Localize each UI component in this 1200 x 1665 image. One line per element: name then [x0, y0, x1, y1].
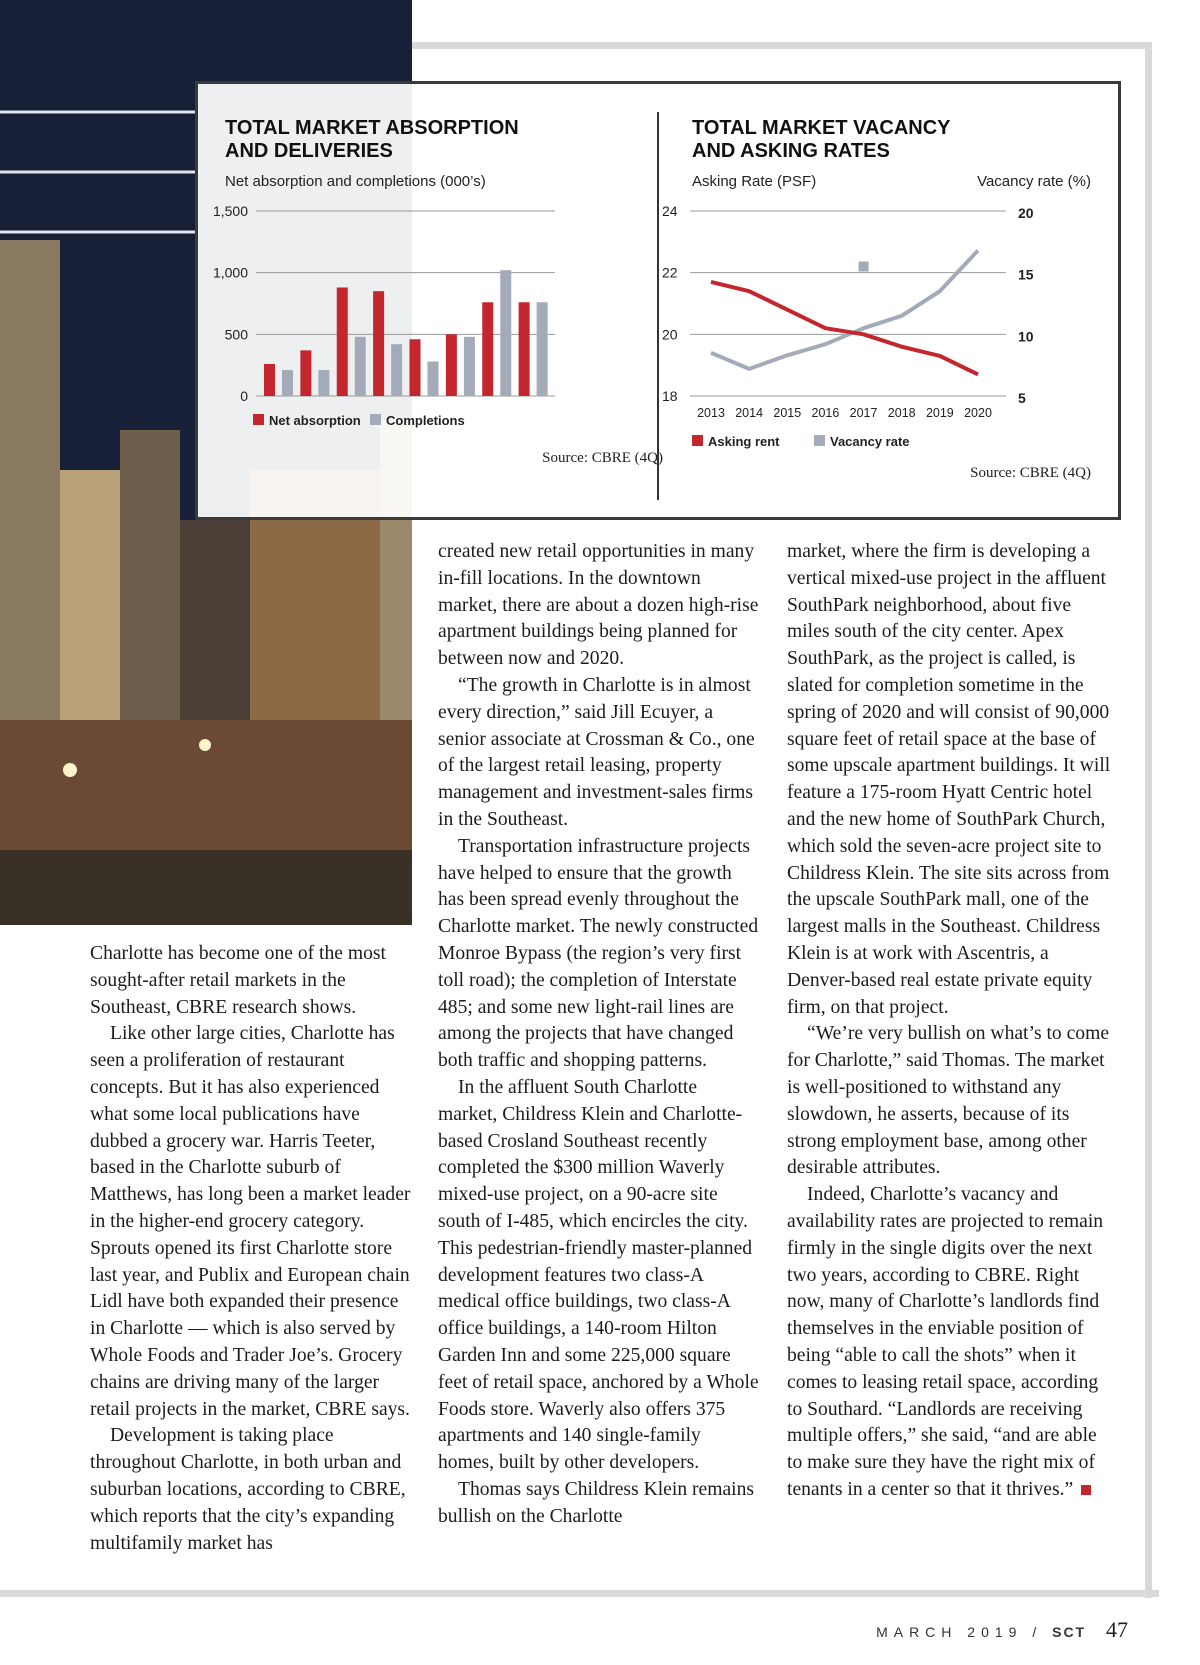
chart1-bar-net-absorption [264, 364, 275, 396]
col3-paragraph-1: market, where the firm is developing a vertical mixed-use project in the affluent SouthPark neighborhood, about five miles south of the city center. Apex SouthPark, as the project is called, is slated for completion sometime in the spring of 2020 and will consist of 90,000 square feet of retail space at the base of some upscale apartment buildings. It will feature a 175-room Hyatt Centric hotel and the new home of SouthPark Church, which sold the seven-acre project site to Childress Klein. The site sits across from the upscale SouthPark mall, one of the largest malls in the Southeast. Childress Klein is at work with Ascentris, a Denver-based real estate private equity firm, on that project. [787, 541, 1111, 1018]
chart2-right-tick-label: 10 [1018, 328, 1034, 345]
chart1-legend-swatch-completions [370, 414, 381, 425]
article-column-3 [787, 539, 1112, 1504]
chart2-legend-swatch-asking-rent [692, 435, 703, 446]
page-number: 47 [1106, 1617, 1128, 1642]
chart2-xtick-label: 2016 [811, 406, 840, 420]
charts-panel [195, 81, 1121, 520]
chart2-right-tick-label: 5 [1018, 390, 1026, 406]
chart1-bar-net-absorption [519, 302, 530, 396]
chart1-bar-net-absorption [410, 339, 421, 396]
chart1-bar-completions [537, 302, 548, 396]
chart2-left-tick-label: 18 [662, 388, 678, 404]
article-column-2 [438, 539, 760, 1530]
chart1-bar-completions [500, 270, 511, 396]
col1-paragraph-1: Charlotte has become one of the most sought-after retail markets in the Southeast, CBRE research shows. [90, 943, 387, 1018]
chart2-line-vacancy-rate [711, 250, 978, 368]
charts-svg [198, 84, 1118, 517]
chart2-legend-vacancy-rate: Vacancy rate [830, 434, 910, 449]
chart1-bar-net-absorption [446, 334, 457, 396]
chart1-ytick-label: 500 [224, 326, 248, 343]
chart1-ytick-label: 0 [240, 388, 248, 404]
chart2-xtick-label: 2020 [964, 406, 992, 420]
col2-paragraph-2: “The growth in Charlotte is in almost every direction,” said Jill Ecuyer, a senior associate at Crossman & Co., one of the largest retail leasing, property management and investment-sales firms in the Southeast. [438, 674, 755, 830]
footer-issue: MARCH 2019 [876, 1624, 1023, 1640]
col1-paragraph-3: Development is taking place throughout Charlotte, in both urban and suburban locations, according to CBRE, which reports that the city’s expanding multifamily market has [90, 1425, 406, 1554]
end-mark-icon [1081, 1485, 1091, 1495]
chart2-source: Source: CBRE (4Q) [970, 465, 1091, 481]
chart2-outlier-marker [859, 262, 869, 272]
chart2-xtick-label: 2018 [887, 406, 916, 420]
chart2-xtick-label: 2013 [697, 406, 725, 420]
col3-paragraph-2: “We’re very bullish on what’s to come for Charlotte,” said Thomas. The market is well-positioned to withstand any slowdown, he asserts, because of its strong employment base, among other desirable attributes. [787, 1023, 1110, 1179]
chart1-legend-swatch-net-absorption [253, 414, 264, 425]
chart2-xtick-label: 2014 [735, 406, 764, 420]
chart2-line-asking-rent [711, 282, 978, 374]
chart2-xtick-label: 2017 [849, 406, 878, 420]
chart2-left-tick-label: 24 [662, 203, 678, 219]
chart1-bar-completions [282, 370, 293, 396]
col1-paragraph-2: Like other large cities, Charlotte has seen a proliferation of restaurant concepts. But it has also experienced what some local publications have dubbed a grocery war. Harris Teeter, based in the Charlotte suburb of Matthews, has long been a market leader in the higher-end grocery category. Sprouts opened its first Charlotte store last year, and Publix and European chain Lidl have both expanded their presence in Charlotte — which is also served by Whole Foods and Trader Joe’s. Grocery chains are driving many of the larger retail projects in the market, CBRE says. [90, 1023, 411, 1420]
chart2-left-tick-label: 22 [662, 264, 678, 281]
chart1-bar-completions [391, 344, 402, 396]
article-column-1 [90, 941, 412, 1557]
col3-paragraph-3: Indeed, Charlotte’s vacancy and availability rates are projected to remain firmly in the single digits over the next two years, according to CBRE. Right now, many of Charlotte’s landlords find themselves in the enviable position of being “able to call the shots” when it comes to leasing retail space, according to Southard. “Landlords are receiving multiple offers,” she said, “and are able to make sure they have the right mix of tenants in a center so that it thrives.” [787, 1184, 1104, 1500]
chart2-left-tick-label: 20 [662, 326, 678, 343]
col2-paragraph-1: created new retail opportunities in many in-fill locations. In the downtown market, there are about a dozen high-rise apartment buildings being planned for between now and 2020. [438, 541, 759, 670]
chart2-title-line2: AND ASKING RATES [692, 140, 890, 162]
chart1-source: Source: CBRE (4Q) [542, 450, 663, 466]
chart2-left-axis-label: Asking Rate (PSF) [692, 173, 817, 190]
chart1-bar-completions [464, 337, 475, 396]
chart2-xtick-label: 2019 [925, 406, 954, 420]
chart1-bar-net-absorption [300, 350, 311, 396]
chart2-title-line1: TOTAL MARKET VACANCY [692, 117, 951, 139]
chart1-legend-net-absorption: Net absorption [269, 413, 361, 428]
footer-separator: / [1032, 1624, 1043, 1640]
chart1-bar-net-absorption [337, 287, 348, 396]
chart1-title-line2: AND DELIVERIES [225, 140, 393, 162]
chart1-bar-net-absorption [373, 291, 384, 396]
chart1-subtitle: Net absorption and completions (000’s) [225, 173, 486, 190]
chart1-bar-completions [428, 361, 439, 396]
col2-paragraph-4: In the affluent South Charlotte market, Childress Klein and Charlotte-based Crosland Southeast recently completed the $300 million Waverly mixed-use project, on a 90-acre site south of I-485, which encircles the city. This pedestrian-friendly master-planned development features two class-A medical office buildings, two class-A office buildings, a 140-room Hilton Garden Inn and some 225,000 square feet of retail space, anchored by a Whole Foods store. Waverly also offers 375 apartments and 140 single-family homes, built by other developers. [438, 1076, 759, 1474]
col2-paragraph-3: Transportation infrastructure projects have helped to ensure that the growth has been spread evenly throughout the Charlotte market. The newly constructed Monroe Bypass (the region’s very first toll road); the completion of Interstate 485; and some new light-rail lines are among the projects that have changed both traffic and shopping patterns. [438, 835, 759, 1072]
chart2-right-axis-label: Vacancy rate (%) [977, 173, 1091, 190]
chart1-bar-completions [318, 370, 329, 396]
chart1-title-line1: TOTAL MARKET ABSORPTION [225, 117, 519, 139]
chart1-bar-completions [355, 337, 366, 396]
footer-brand: SCT [1052, 1624, 1087, 1640]
chart1-ytick-label: 1,000 [212, 264, 248, 281]
chart2-xtick-label: 2015 [773, 406, 802, 420]
chart2-legend-swatch-vacancy-rate [814, 435, 825, 446]
chart2-legend-asking-rent: Asking rent [708, 434, 780, 449]
chart1-legend-completions: Completions [386, 413, 465, 428]
chart1-ytick-label: 1,500 [212, 203, 248, 219]
page-footer [876, 1617, 1128, 1643]
chart1-bar-net-absorption [482, 302, 493, 396]
chart2-right-tick-label: 15 [1018, 266, 1034, 283]
col2-paragraph-5: Thomas says Childress Klein remains bullish on the Charlotte [438, 1478, 755, 1527]
page-frame-bottom [0, 1590, 1159, 1597]
chart2-right-tick-label: 20 [1018, 205, 1034, 221]
